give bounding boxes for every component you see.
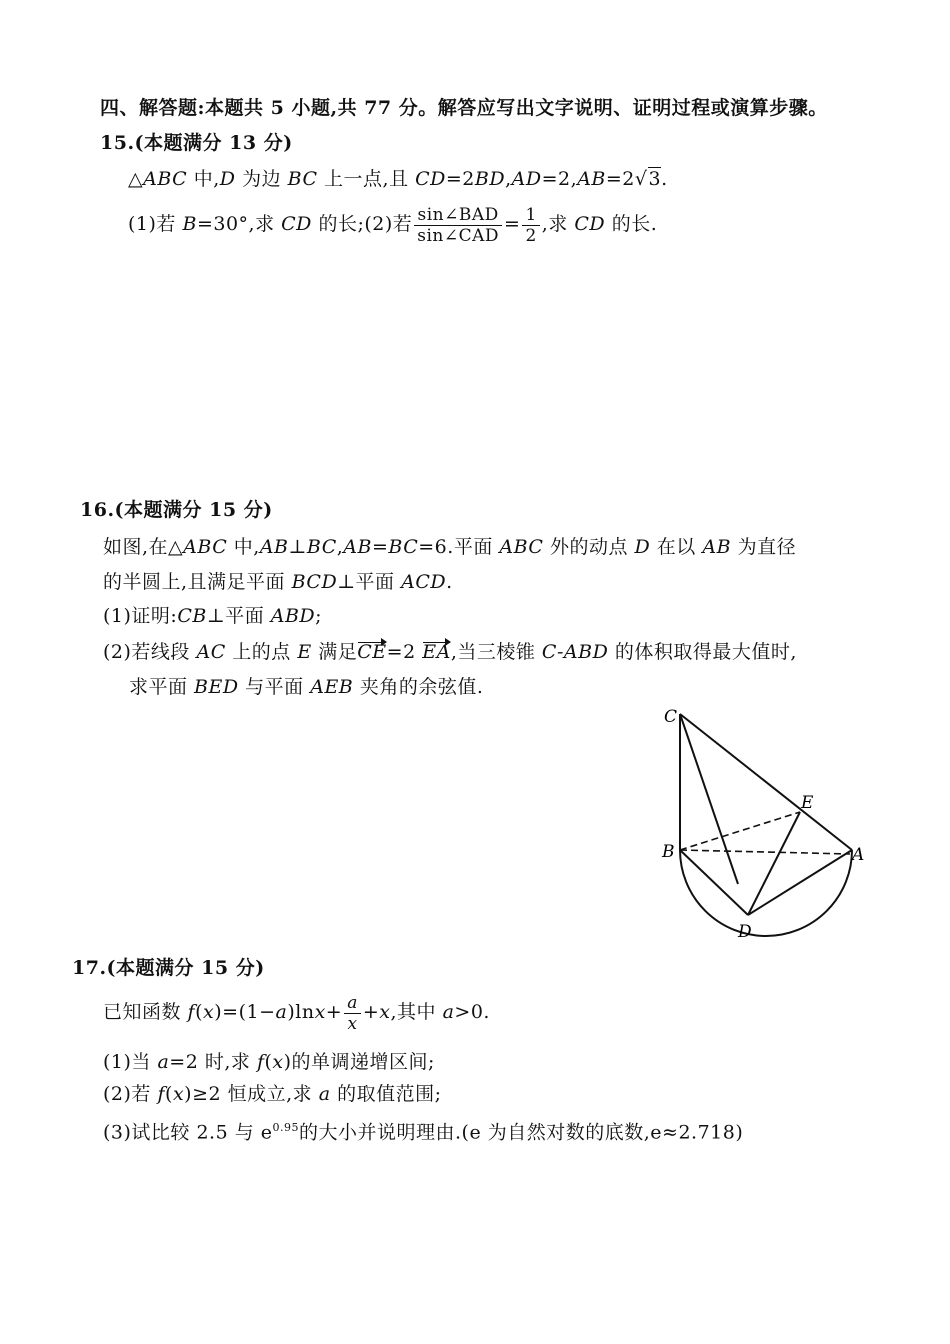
q17-stem: 已知函数 f(x)=(1−a)lnx+ $\frac{a}{x}$ +x,其中 a>0. (103, 992, 490, 1034)
pyramid-figure (650, 700, 880, 950)
vector-ea: EA (422, 641, 451, 663)
q16-part2: (2)若线段 AC 上的点 E 满足CE=2 EA,当三棱锥 C-ABD 的体积取得最大值时, (103, 641, 797, 663)
edge-ca (680, 714, 852, 850)
q17-a-over-x: $\frac{a}{x}$ (344, 993, 361, 1034)
edge-ba (680, 850, 850, 854)
label-c: C (664, 707, 678, 727)
q17-part2: (2)若 f(x)≥2 恒成立,求 a 的取值范围; (103, 1083, 442, 1105)
q15-title: 15.(本题满分 13 分) (100, 132, 293, 154)
q16-title: 16.(本题满分 15 分) (80, 499, 273, 521)
q15-half: $\frac{1}{2}$ (522, 205, 539, 246)
q17-part3: (3)试比较 2.5 与 $e^{0.95}$的大小并说明理由.(e 为自然对数的底数,e≈2.718) (103, 1121, 744, 1144)
label-a: A (852, 845, 865, 865)
q16-line1: 如图,在△ABC 中,AB⊥BC,AB=BC=6.平面 ABC 外的动点 D 在以 AB 为直径 (103, 536, 797, 558)
label-b: B (662, 842, 675, 862)
q15-sin-ratio: $\frac{\text{sin∠BAD}}{\text{sin∠CAD}}$ (414, 205, 502, 246)
q17-part1: (1)当 a=2 时,求 f(x)的单调递增区间; (103, 1051, 435, 1073)
q16-line2: 的半圆上,且满足平面 BCD⊥平面 ACD. (103, 571, 453, 593)
q15-parts: (1)若 B=30°,求 CD 的长;(2)若 $\frac{\text{sin∠BAD}}{\text{sin∠CAD}}$ = $\frac{1}{2}$ ,求 CD 的长. (128, 204, 658, 246)
q16-part1: (1)证明:CB⊥平面 ABD; (103, 605, 323, 627)
edge-be (680, 812, 800, 850)
label-d: D (738, 922, 752, 942)
q15-stem: △ABC 中,D 为边 BC 上一点,且 CD=2BD,AD=2,AB=2√3. (128, 168, 668, 190)
vector-ce: CE (357, 641, 387, 663)
label-e: E (801, 793, 814, 813)
semicircle-arc (680, 850, 852, 936)
q16-part2-cont: 求平面 BED 与平面 AEB 夹角的余弦值. (129, 676, 484, 698)
section-header: 四、解答题:本题共 5 小题,共 77 分。解答应写出文字说明、证明过程或演算步骤。 (100, 97, 828, 119)
q17-title: 17.(本题满分 15 分) (72, 957, 265, 979)
